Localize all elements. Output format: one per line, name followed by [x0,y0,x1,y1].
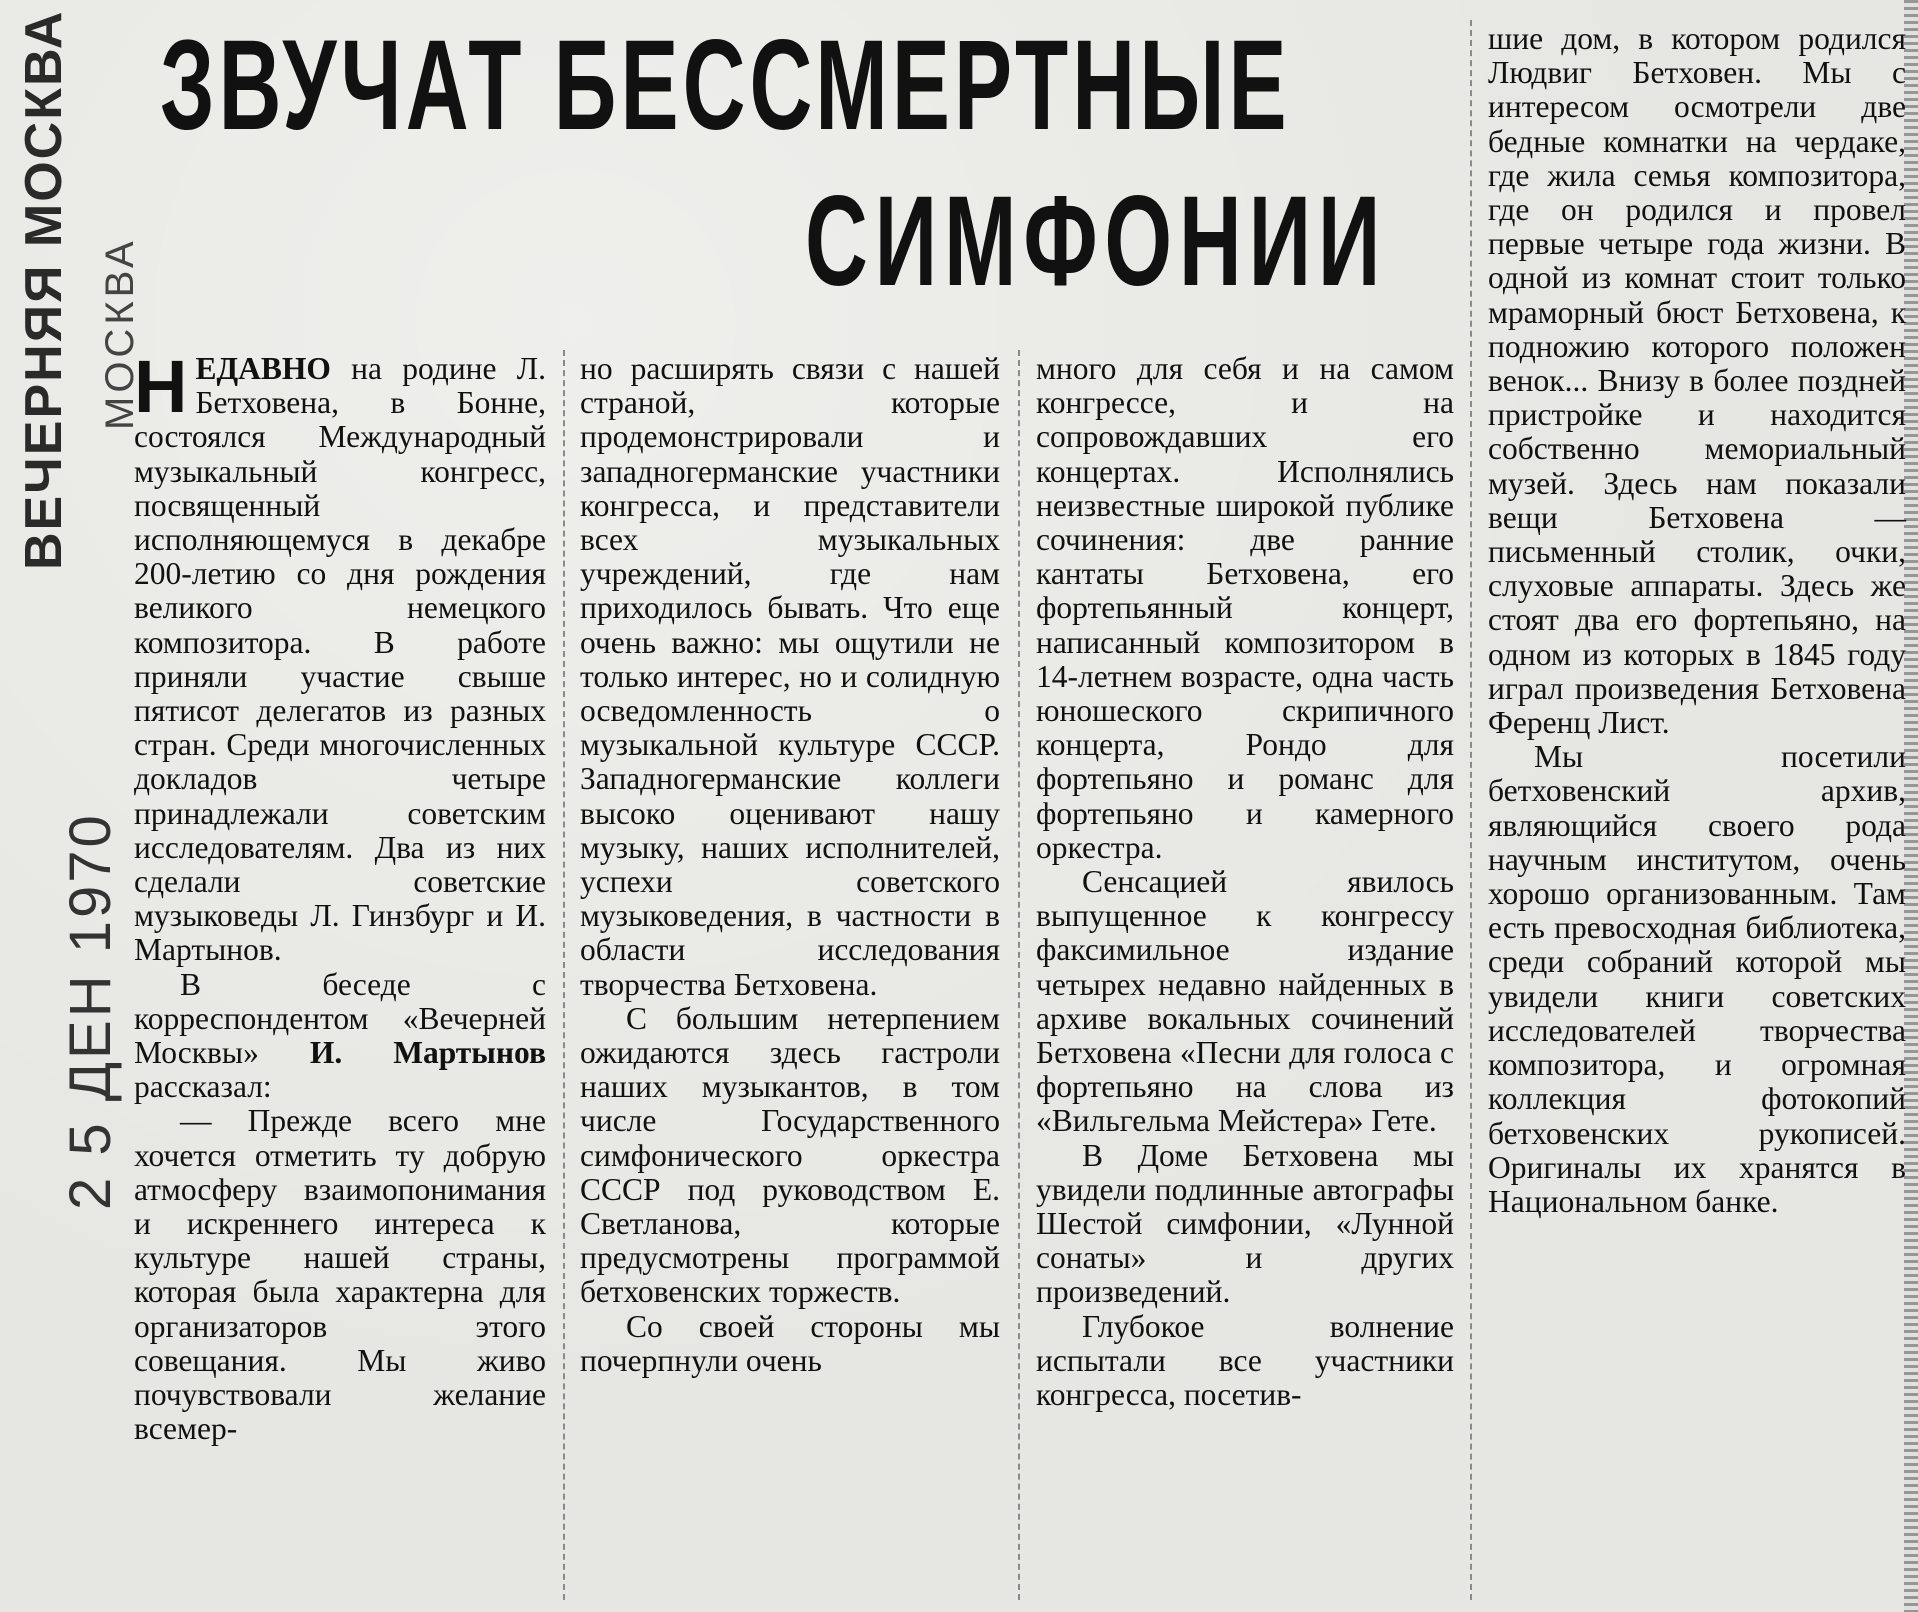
torn-edge [1904,0,1918,1612]
paragraph: Мы посетили бетховенский архив, являющийся своего рода научным институтом, очень хорошо организованным. Там есть превосходная библиотека, среди собраний которой мы увидели книги советских исследователей творчества композитора, и огромная коллекция фотокопий бетховенских рукописей. Оригиналы их хранятся в Национальном банке. [1488,739,1906,1219]
city-stamp: МОСКВА [98,237,142,430]
headline-line-1: ЗВУЧАТ БЕССМЕРТНЫЕ [160,14,1291,157]
paragraph: — Прежде всего мне хочется отметить ту добрую атмосферу взаимопонимания и искреннего интереса к культуре нашей страны, которая была характерна для организаторов этого совещания. Мы живо почувствовали желание всемер- [134,1103,546,1447]
paragraph: шие дом, в котором родился Людвиг Бетховен. Мы с интересом осмотрели две бедные комнатки на чердаке, где жила семья композитора, где он родился и провел первые четыре года жизни. В одной из комнат стоит только мраморный бюст Бетховена, к подножию которого положен венок... Внизу в более поздней пристройке и находится собственно мемориальный музей. Здесь нам показали вещи Бетховена — письменный столик, очки, слуховые аппараты. Здесь же стоят два его фортепьяно, на одном из которых в 1845 году играл произведения Бетховена Ференц Лист. [1488,21,1906,741]
article-column-1 [134,345,546,1447]
article-column-2 [580,352,1000,1378]
paragraph: Глубокое волнение испытали все участники конгресса, посетив- [1036,1308,1454,1413]
paragraph [134,968,546,1105]
paragraph-text: рассказал: [134,1069,272,1105]
paragraph-text: В беседе с корреспондентом «Вечерней Москвы» [134,966,546,1071]
paragraph: много для себя и на самом конгрессе, и на сопровождавших его концертах. Исполнялись неизвестные широкой публике сочинения: две ранние кантаты Бетховена, его фортепьянный концерт, написанный композитором в 14-летнем возрасте, одна часть юношеского скрипичного концерта, Рондо для фортепьяно и романс для фортепьяно и камерного оркестра. [1036,351,1454,865]
article-column-3 [1036,352,1454,1412]
author-name: И. Мартынов [309,1035,546,1071]
date-stamp: 2 5 ДЕН 1970 [58,812,123,1210]
lead-word: ЕДАВНО [195,351,331,386]
paragraph-text: на родине Л. Бетховена, в Бонне, состоялся Международный музыкальный конгресс, посвященный исполняющемуся в декабре 200-летию со дня рождения великого немецкого композитора. В работе приняли участие свыше пятисот делегатов из разных стран. Среди многочисленных докладов четыре принадлежали советским исследователям. Два из них сделали советские музыковеды Л. Гинзбург и И. Мартынов. [134,351,546,968]
column-divider [563,350,566,1600]
headline-line-2: СИМФОНИИ [805,170,1388,313]
paragraph: Со своей стороны мы почерпнули очень [580,1308,1000,1378]
paragraph: Сенсацией явилось выпущенное к конгрессу факсимильное издание четырех недавно найденных в архиве вокальных сочинений Бетховена «Песни для голоса с фортепьяно на слова из «Вильгельма Мейстера» Гете. [1036,864,1454,1139]
paragraph: В Доме Бетховена мы увидели подлинные автографы Шестой симфонии, «Лунной сонаты» и других произведений. [1036,1137,1454,1310]
paragraph [134,345,546,968]
paragraph: но расширять связи с нашей страной, которые продемонстрировали и западногерманские участники конгресса, и представители всех музыкальных учреждений, где нам приходилось бывать. Что еще очень важно: мы ощутили не только интерес, но и солидную осведомленность о музыкальной культуре СССР. Западногерманские коллеги высоко оценивают нашу музыку, наших исполнителей, успехи советского музыковедения, в частности в области исследования творчества Бетховена. [580,351,1000,1002]
column-divider [1018,350,1021,1600]
paragraph: С большим нетерпением ожидаются здесь гастроли наших музыкантов, в том числе Государственного симфонического оркестра СССР под руководством Е. Светланова, которые предусмотрены программой бетховенских торжеств. [580,1000,1000,1310]
article-column-4 [1488,22,1906,1219]
column-divider [1470,20,1473,1600]
drop-cap: Н [134,345,188,428]
newspaper-name-stamp: ВЕЧЕРНЯЯ МОСКВА [15,9,73,570]
